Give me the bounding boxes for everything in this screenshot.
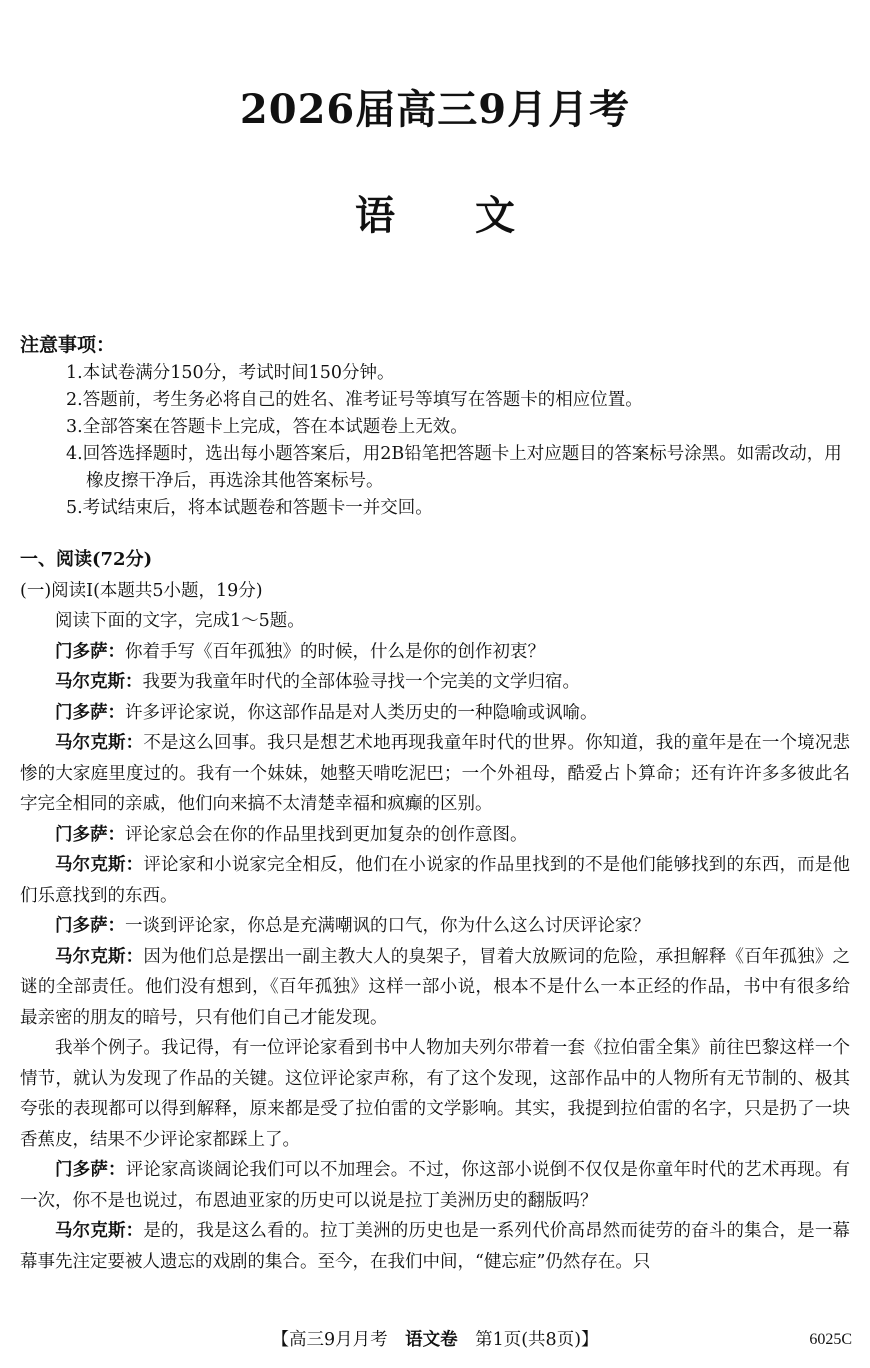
page-content — [20, 330, 850, 1277]
dialogue-paragraph — [20, 850, 850, 911]
speaker-label: 马尔克斯： — [55, 1221, 144, 1241]
notice-item: 5.考试结束后，将本试题卷和答题卡一并交回。 — [66, 498, 433, 518]
dialogue-paragraph — [20, 942, 850, 1034]
page-footer — [0, 1325, 870, 1355]
dialogue-text: 一谈到评论家，你总是充满嘲讽的口气，你为什么这么讨厌评论家？ — [125, 916, 650, 936]
speaker-label: 门多萨： — [55, 916, 125, 936]
section-heading: 一、阅读(72分) — [20, 549, 153, 570]
speaker-label: 门多萨： — [55, 641, 125, 662]
dialogue-text: 因为他们总是摆出一副主教大人的臭架子，冒着大放厥词的危险，承担解释《百年孤独》之谜的全部责任。他们没有想到，《百年孤独》这样一部小说，根本不是什么一本正经的作品，书中有很多给最亲密的朋友的暗号，只有他们自己才能发现。 — [20, 946, 851, 1028]
footer-page-number: 第1页(共8页)】 — [457, 1330, 599, 1350]
subject-title: 语文 — [355, 192, 595, 239]
notice-item: 1.本试卷满分150分，考试时间150分钟。 — [66, 363, 395, 383]
dialogue-paragraph — [20, 1216, 850, 1277]
dialogue-text: 评论家和小说家完全相反，他们在小说家的作品里找到的不是他们能够找到的东西，而是他们乐意找到的东西。 — [20, 855, 851, 906]
footer-prefix: 【高三9月月考 — [271, 1330, 406, 1350]
speaker-label: 门多萨： — [55, 1160, 126, 1180]
dialogue-text: 许多评论家说，你这部作品是对人类历史的一种隐喻或讽喻。 — [125, 702, 598, 723]
dialogue-paragraph — [20, 820, 850, 851]
dialogue-text: 是的，我是这么看的。拉丁美洲的历史也是一系列代价高昂然而徒劳的奋斗的集合，是一幕幕事先注定要被人遗忘的戏剧的集合。至今，在我们中间，“健忘症”仍然存在。只 — [20, 1221, 851, 1272]
speaker-label: 马尔克斯： — [55, 672, 143, 692]
dialogue-paragraph — [20, 698, 850, 729]
speaker-label: 马尔克斯： — [55, 946, 144, 967]
paper-code: 6025C — [809, 1331, 852, 1348]
dialogue-paragraph — [20, 911, 850, 942]
dialogue-text: 我要为我童年时代的全部体验寻找一个完美的文学归宿。 — [142, 672, 580, 692]
dialogue-text: 评论家高谈阔论我们可以不加理会。不过，你这部小说倒不仅仅是你童年时代的艺术再现。有一次，你不是也说过，布恩迪亚家的历史可以说是拉丁美洲历史的翻版吗？ — [20, 1160, 851, 1211]
section-subheading: (一)阅读Ⅰ(本题共5小题，19分) — [20, 580, 263, 601]
speaker-label: 马尔克斯： — [55, 855, 144, 875]
notice-item: 2.答题前，考生务必将自己的姓名、准考证号等填写在答题卡的相应位置。 — [66, 390, 643, 410]
footer-subject: 语文卷 — [405, 1330, 458, 1350]
dialogue-paragraph — [20, 637, 850, 668]
reading-instruction: 阅读下面的文字，完成1～5题。 — [55, 611, 305, 631]
dialogue-text: 我举个例子。我记得，有一位评论家看到书中人物加夫列尔带着一套《拉伯雷全集》前往巴黎这样一个情节，就认为发现了作品的关键。这位评论家声称，有了这个发现，这部作品中的人物所有无节制的、极其夸张的表现都可以得到解释，原来都是受了拉伯雷的文学影响。其实，我提到拉伯雷的名字，只是扔了一块香蕉皮，结果不少评论家都踩上了。 — [20, 1038, 850, 1150]
exam-title: 2026届高三9月月考 — [239, 86, 631, 133]
dialogue-paragraph — [20, 667, 850, 698]
speaker-label: 门多萨： — [55, 824, 125, 845]
footer-page-info — [0, 1325, 870, 1355]
dialogue-paragraph — [20, 728, 850, 820]
dialogue-paragraph — [20, 1033, 850, 1155]
speaker-label: 门多萨： — [55, 702, 125, 723]
dialogue-paragraph — [20, 1155, 850, 1216]
notice-heading: 注意事项： — [20, 334, 116, 356]
dialogue-text: 评论家总会在你的作品里找到更加复杂的创作意图。 — [125, 824, 528, 845]
notice-item: 4.回答选择题时，选出每小题答案后，用2B铅笔把答题卡上对应题目的答案标号涂黑。如需改动，用橡皮擦干净后，再选涂其他答案标号。 — [66, 444, 842, 491]
dialogue-text: 不是这么回事。我只是想艺术地再现我童年时代的世界。你知道，我的童年是在一个境况悲惨的大家庭里度过的。我有一个妹妹，她整天啃吃泥巴；一个外祖母，酷爱占卜算命；还有许许多多彼此名字完全相同的亲戚，他们向来搞不太清楚幸福和疯癫的区别。 — [20, 733, 851, 814]
dialogue-text: 你着手写《百年孤独》的时候，什么是你的创作初衷？ — [125, 641, 545, 662]
notice-item: 3.全部答案在答题卡上完成，答在本试题卷上无效。 — [66, 417, 468, 437]
speaker-label: 马尔克斯： — [55, 733, 144, 753]
notice-list — [20, 360, 850, 522]
